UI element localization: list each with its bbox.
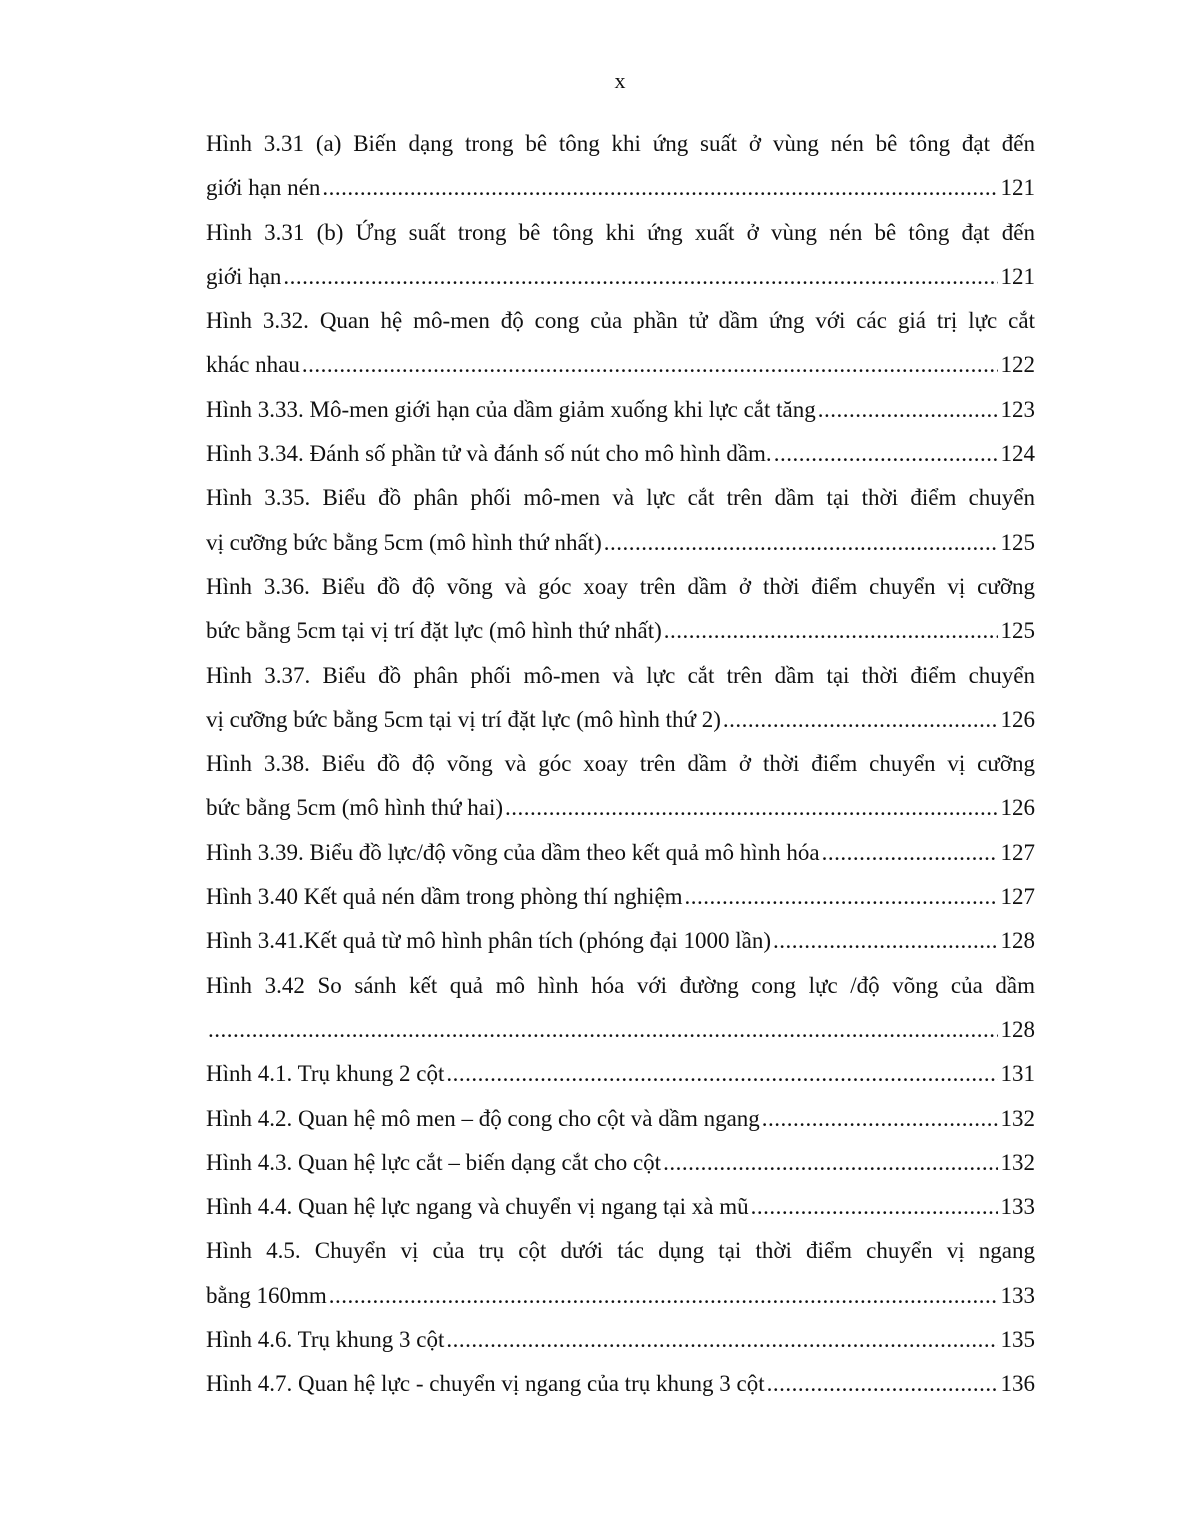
page-ref: 135 <box>1000 1327 1035 1353</box>
dot-leader <box>762 1097 998 1141</box>
entry-title: Hình 3.31 (a) Biến dạng trong bê tông khi ứng suất ở vùng nén bê tông đạt đến <box>206 131 1035 156</box>
dot-leader <box>773 919 997 963</box>
page-ref: 132 <box>1000 1149 1035 1175</box>
toc-entry <box>206 1052 1035 1096</box>
entry-title-continued: giới hạn nén <box>206 175 321 201</box>
toc-entry <box>206 654 1035 743</box>
toc-entry <box>206 299 1035 388</box>
entry-title: Hình 4.5. Chuyển vị của trụ cột dưới tác dụng tại thời điểm chuyển vị ngang <box>206 1238 1035 1264</box>
toc-entry <box>206 432 1035 476</box>
dot-leader <box>604 521 998 565</box>
toc-entry <box>206 875 1035 919</box>
entry-title-continued: bằng 160mm <box>206 1282 327 1308</box>
entry-title: Hình 4.7. Quan hệ lực - chuyển vị ngang của trụ khung 3 cột <box>206 1371 765 1397</box>
page-ref: 122 <box>1000 352 1035 378</box>
entry-title-continued: bức bằng 5cm (mô hình thứ hai) <box>206 795 504 821</box>
toc-entry <box>206 211 1035 300</box>
entry-title: Hình 3.33. Mô-men giới hạn của dầm giảm xuống khi lực cắt tăng <box>206 396 816 422</box>
page-ref: 121 <box>1000 263 1035 289</box>
toc-entry <box>206 565 1035 654</box>
entry-title-continued: giới hạn <box>206 263 282 289</box>
toc-entry <box>206 388 1035 432</box>
toc-entry <box>206 1229 1035 1318</box>
page-ref: 133 <box>1000 1194 1035 1220</box>
entry-title: Hình 3.32. Quan hệ mô-men độ cong của phần tử dầm ứng với các giá trị lực cắt <box>206 308 1035 334</box>
dot-leader <box>208 1008 998 1052</box>
dot-leader <box>663 1141 997 1185</box>
toc-entry <box>206 1185 1035 1229</box>
entry-title: Hình 3.39. Biểu đồ lực/độ võng của dầm theo kết quả mô hình hóa <box>206 839 820 865</box>
entry-title: Hình 3.37. Biểu đồ phân phối mô-men và lực cắt trên dầm tại thời điểm chuyển <box>206 662 1035 688</box>
entry-title-continued: bức bằng 5cm tại vị trí đặt lực (mô hình thứ nhất) <box>206 618 662 644</box>
dot-leader <box>822 831 998 875</box>
toc-entry <box>206 831 1035 875</box>
page-ref: 121 <box>1000 175 1035 201</box>
dot-leader <box>723 698 998 742</box>
page-number: x <box>614 68 626 93</box>
list-of-figures <box>206 122 1035 1407</box>
page-ref: 136 <box>1000 1371 1035 1397</box>
page-ref: 125 <box>1000 618 1035 644</box>
page-ref: 125 <box>1000 529 1035 555</box>
entry-title-continued: vị cưỡng bức bằng 5cm (mô hình thứ nhất) <box>206 529 602 555</box>
toc-entry <box>206 122 1035 211</box>
entry-title: Hình 3.40 Kết quả nén dầm trong phòng thí nghiệm <box>206 884 683 910</box>
page-ref: 133 <box>1000 1282 1035 1308</box>
toc-entry <box>206 1141 1035 1185</box>
page-ref: 127 <box>1000 884 1035 910</box>
entry-title: Hình 4.2. Quan hệ mô men – độ cong cho cột và dầm ngang <box>206 1105 760 1131</box>
dot-leader <box>283 255 997 299</box>
entry-title-continued: vị cưỡng bức bằng 5cm tại vị trí đặt lực (mô hình thứ 2) <box>206 706 721 732</box>
dot-leader <box>818 388 998 432</box>
entry-title: Hình 3.42 So sánh kết quả mô hình hóa với đường cong lực /độ võng của dầm <box>206 972 1035 998</box>
entry-title: Hình 3.31 (b) Ứng suất trong bê tông khi ứng xuất ở vùng nén bê tông đạt đến <box>206 219 1035 245</box>
page-ref: 128 <box>1000 928 1035 954</box>
toc-entry <box>206 964 1035 1053</box>
entry-title: Hình 3.34. Đánh số phần tử và đánh số nút cho mô hình dầm. <box>206 441 772 467</box>
entry-title: Hình 4.1. Trụ khung 2 cột <box>206 1061 445 1087</box>
entry-title: Hình 3.38. Biểu đồ độ võng và góc xoay trên dầm ở thời điểm chuyển vị cưỡng <box>206 751 1035 777</box>
dot-leader <box>505 786 997 830</box>
entry-title: Hình 3.36. Biểu đồ độ võng và góc xoay trên dầm ở thời điểm chuyển vị cưỡng <box>206 573 1035 599</box>
dot-leader <box>774 432 998 476</box>
toc-entry <box>206 1362 1035 1406</box>
entry-title: Hình 4.6. Trụ khung 3 cột <box>206 1327 445 1353</box>
page-ref: 124 <box>1000 441 1035 467</box>
page-ref: 132 <box>1000 1105 1035 1131</box>
page-ref: 126 <box>1000 795 1035 821</box>
entry-title: Hình 3.35. Biểu đồ phân phối mô-men và lực cắt trên dầm tại thời điểm chuyển <box>206 485 1035 511</box>
page-ref: 131 <box>1000 1061 1035 1087</box>
dot-leader <box>751 1185 998 1229</box>
entry-title-continued: khác nhau <box>206 352 300 378</box>
dot-leader <box>302 343 998 387</box>
dot-leader <box>322 166 997 210</box>
toc-entry <box>206 742 1035 831</box>
dot-leader <box>446 1318 997 1362</box>
page-ref: 128 <box>1000 1016 1035 1042</box>
entry-title: Hình 3.41.Kết quả từ mô hình phân tích (phóng đại 1000 lần) <box>206 928 772 954</box>
toc-entry <box>206 476 1035 565</box>
dot-leader <box>767 1362 998 1406</box>
toc-entry <box>206 919 1035 963</box>
page-ref: 126 <box>1000 706 1035 732</box>
page-ref: 127 <box>1000 839 1035 865</box>
page-ref: 123 <box>1000 396 1035 422</box>
toc-entry <box>206 1318 1035 1362</box>
dot-leader <box>329 1274 998 1318</box>
dot-leader <box>446 1052 997 1096</box>
entry-title: Hình 4.4. Quan hệ lực ngang và chuyển vị ngang tại xà mũ <box>206 1194 749 1220</box>
dot-leader <box>685 875 998 919</box>
toc-entry <box>206 1097 1035 1141</box>
dot-leader <box>664 609 998 653</box>
entry-title: Hình 4.3. Quan hệ lực cắt – biến dạng cắt cho cột <box>206 1149 662 1175</box>
